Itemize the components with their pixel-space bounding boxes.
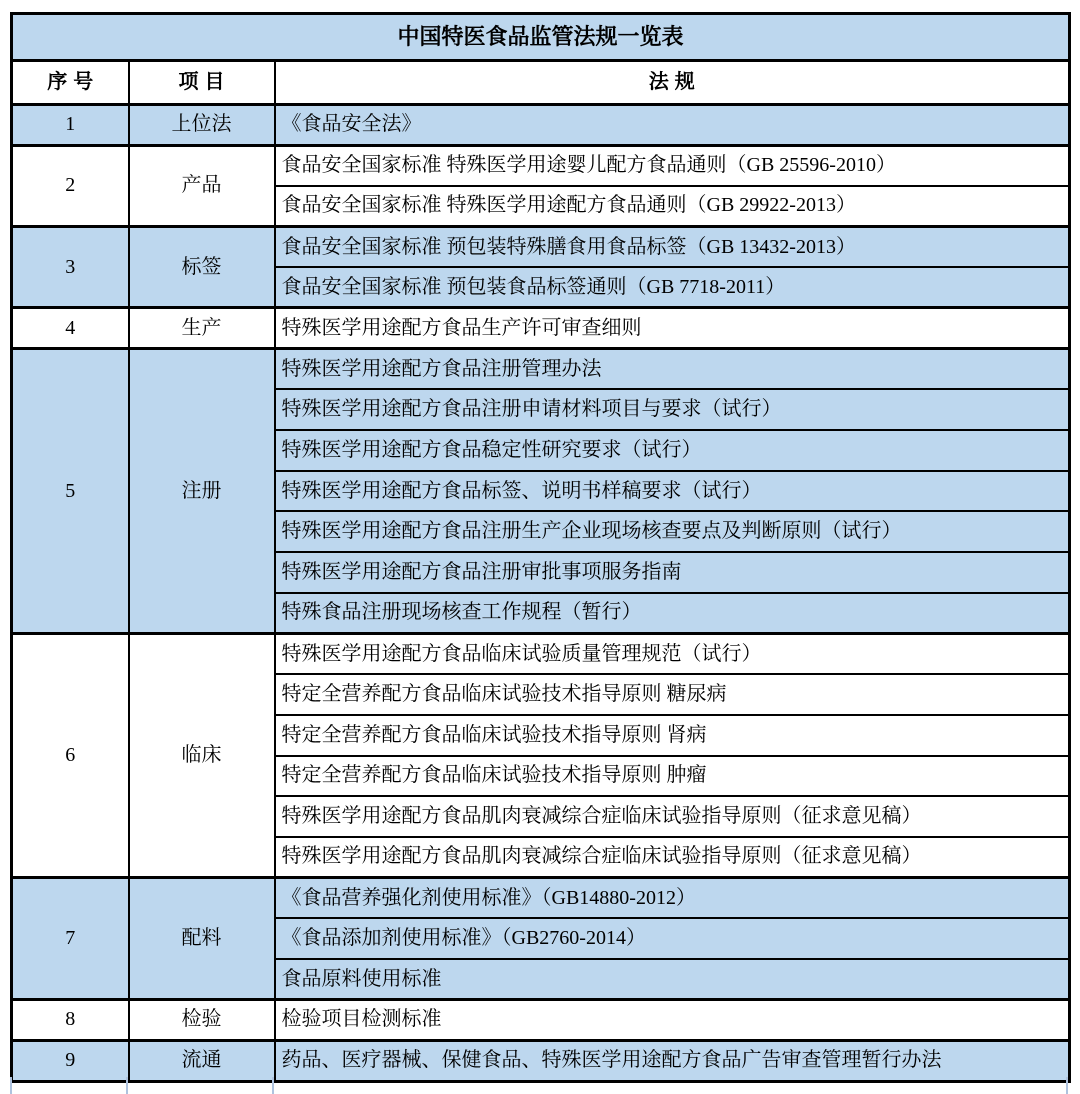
cell-reg: 特殊食品注册现场核查工作规程（暂行）	[275, 593, 1070, 634]
cell-reg: 特殊医学用途配方食品标签、说明书样稿要求（试行）	[275, 471, 1070, 512]
cell-reg: 特定全营养配方食品临床试验技术指导原则 肾病	[275, 715, 1070, 756]
column-header-reg: 法规	[275, 61, 1070, 105]
cell-seq: 1	[12, 105, 129, 146]
ghost-gridline-col2	[272, 1077, 274, 1094]
cell-item: 流通	[129, 1040, 275, 1081]
cell-reg: 特殊医学用途配方食品肌肉衰减综合症临床试验指导原则（征求意见稿）	[275, 796, 1070, 837]
cell-item: 标签	[129, 227, 275, 308]
table-title: 中国特医食品监管法规一览表	[12, 14, 1070, 61]
cell-reg: 特殊医学用途配方食品稳定性研究要求（试行）	[275, 430, 1070, 471]
cell-reg: 特定全营养配方食品临床试验技术指导原则 糖尿病	[275, 674, 1070, 715]
cell-item: 临床	[129, 633, 275, 877]
table-row	[12, 633, 1070, 674]
cell-seq: 6	[12, 633, 129, 877]
cell-reg: 特殊医学用途配方食品注册生产企业现场核查要点及判断原则（试行）	[275, 511, 1070, 552]
cell-seq: 8	[12, 1000, 129, 1041]
cell-seq: 7	[12, 878, 129, 1000]
table-title-row	[12, 14, 1070, 61]
cell-reg: 食品安全国家标准 特殊医学用途婴儿配方食品通则（GB 25596-2010）	[275, 145, 1070, 186]
ghost-gridline-right	[1066, 1077, 1068, 1094]
cell-reg: 特殊医学用途配方食品注册申请材料项目与要求（试行）	[275, 389, 1070, 430]
regulation-table	[10, 12, 1071, 1083]
column-header-item: 项目	[129, 61, 275, 105]
ghost-gridline-col1	[126, 1077, 128, 1094]
ghost-gridline-left	[10, 1077, 12, 1094]
cell-reg: 食品原料使用标准	[275, 959, 1070, 1000]
table-row	[12, 349, 1070, 390]
cell-reg: 特殊医学用途配方食品肌肉衰减综合症临床试验指导原则（征求意见稿）	[275, 837, 1070, 878]
cell-reg: 《食品安全法》	[275, 105, 1070, 146]
table-row	[12, 1040, 1070, 1081]
table-row	[12, 145, 1070, 186]
cell-reg: 检验项目检测标准	[275, 1000, 1070, 1041]
table-row	[12, 308, 1070, 349]
cell-item: 配料	[129, 878, 275, 1000]
cell-seq: 4	[12, 308, 129, 349]
table-header-row	[12, 61, 1070, 105]
cell-reg: 食品安全国家标准 特殊医学用途配方食品通则（GB 29922-2013）	[275, 186, 1070, 227]
cell-item: 注册	[129, 349, 275, 634]
cell-reg: 特殊医学用途配方食品注册管理办法	[275, 349, 1070, 390]
table-row	[12, 1000, 1070, 1041]
cell-seq: 5	[12, 349, 129, 634]
cell-item: 上位法	[129, 105, 275, 146]
cell-reg: 药品、医疗器械、保健食品、特殊医学用途配方食品广告审查管理暂行办法	[275, 1040, 1070, 1081]
cell-seq: 3	[12, 227, 129, 308]
cell-reg: 特殊医学用途配方食品注册审批事项服务指南	[275, 552, 1070, 593]
table-row	[12, 105, 1070, 146]
column-header-seq: 序号	[12, 61, 129, 105]
cell-item: 检验	[129, 1000, 275, 1041]
cell-reg: 特殊医学用途配方食品生产许可审查细则	[275, 308, 1070, 349]
cell-reg: 《食品营养强化剂使用标准》（GB14880-2012）	[275, 878, 1070, 919]
cell-item: 生产	[129, 308, 275, 349]
cell-item: 产品	[129, 145, 275, 226]
cell-seq: 2	[12, 145, 129, 226]
cell-reg: 特定全营养配方食品临床试验技术指导原则 肿瘤	[275, 756, 1070, 797]
table-row	[12, 227, 1070, 268]
cell-reg: 《食品添加剂使用标准》（GB2760-2014）	[275, 918, 1070, 959]
cell-seq: 9	[12, 1040, 129, 1081]
cell-reg: 特殊医学用途配方食品临床试验质量管理规范（试行）	[275, 633, 1070, 674]
regulation-table-sheet	[10, 12, 1071, 1083]
cell-reg: 食品安全国家标准 预包装特殊膳食用食品标签（GB 13432-2013）	[275, 227, 1070, 268]
table-row	[12, 878, 1070, 919]
cell-reg: 食品安全国家标准 预包装食品标签通则（GB 7718-2011）	[275, 267, 1070, 308]
